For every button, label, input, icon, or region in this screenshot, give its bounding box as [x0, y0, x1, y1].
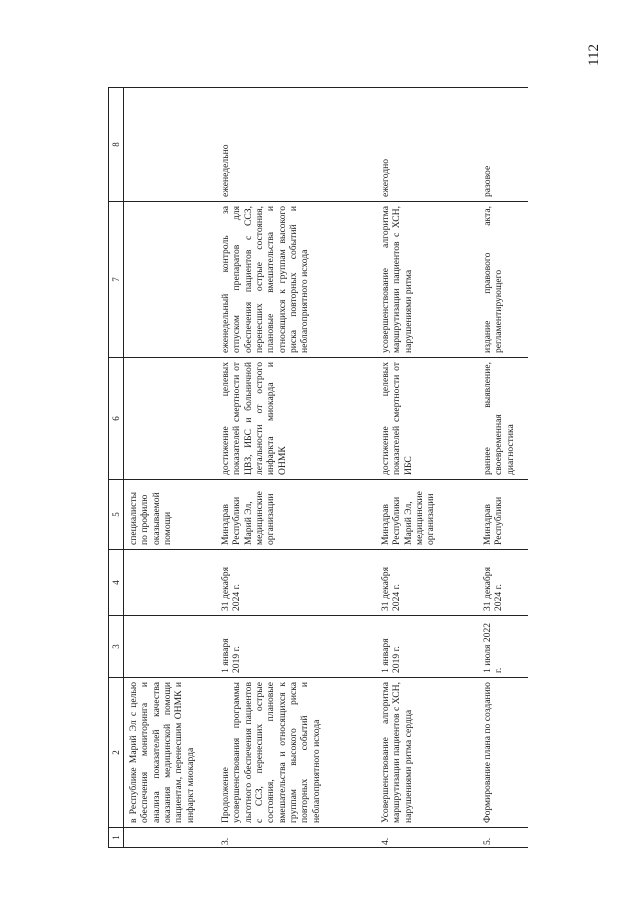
row-number: 4. — [376, 828, 478, 848]
indicator-cell — [124, 202, 217, 358]
end-date-cell: 31 декабря 2024 г. — [478, 550, 528, 616]
end-date-cell — [124, 550, 217, 616]
indicator-cell: усовершенствование алгоритма маршрутизации пациентов с ХСН, нарушениями ритма — [376, 202, 478, 358]
task-cell: в Республике Марий Эл с целью обеспечения мониторинга и анализа показателей качества оказания медицинской помощи пациентам, перенесшим ОНМК и инфаркт миокарда — [124, 678, 217, 828]
indicator-cell: издание правового акта, регламентирующего — [478, 202, 528, 358]
responsible-cell: Минздрав Республики Марий Эл, медицинские организации — [216, 480, 376, 550]
indicator-cell: еженедельный контроль за отпуском препаратов для обеспечения пациентов с ССЗ, перенесших острые состояния, плановые вмешательства и относящихся к группам высокого риска повторных событий и неблагоприятного исхода — [216, 202, 376, 358]
row-number: 5. — [478, 828, 528, 848]
frequency-cell: разовое — [478, 88, 528, 202]
task-cell: Продолжение усовершенствования программы льготного обеспечения пациентов с ССЗ, перенесших острые состояния, плановые вмешательства и относящихся к группам высокого риска повторных событий и неблагоприятного исхода — [216, 678, 376, 828]
start-date-cell: 1 января 2019 г. — [216, 616, 376, 678]
column-header: 6 — [109, 358, 124, 480]
column-header: 5 — [109, 480, 124, 550]
page-number: 112 — [586, 44, 602, 66]
end-date-cell: 31 декабря 2024 г. — [216, 550, 376, 616]
column-header: 3 — [109, 616, 124, 678]
responsible-cell: Минздрав Республики — [478, 480, 528, 550]
result-cell: раннее выявление, своевременная диагностика — [478, 358, 528, 480]
start-date-cell: 1 января 2019 г. — [376, 616, 478, 678]
column-header: 4 — [109, 550, 124, 616]
result-cell — [124, 358, 217, 480]
frequency-cell — [124, 88, 217, 202]
start-date-cell — [124, 616, 217, 678]
column-header: 7 — [109, 202, 124, 358]
column-header: 1 — [109, 828, 124, 848]
frequency-cell: ежегодно — [376, 88, 478, 202]
responsible-cell: Минздрав Республики Марий Эл, медицинские организации — [376, 480, 478, 550]
result-cell: достижение целевых показателей смертности от ЦВЗ, ИБС и больничной летальности от острого инфаркта миокарда и ОНМК — [216, 358, 376, 480]
column-header: 8 — [109, 88, 124, 202]
row-number — [124, 828, 217, 848]
table-row — [216, 88, 376, 848]
table-row — [478, 88, 528, 848]
column-header: 2 — [109, 678, 124, 828]
table-row — [376, 88, 478, 848]
task-cell: Формирование плана по созданию — [478, 678, 528, 828]
start-date-cell: 1 июля 2022 г. — [478, 616, 528, 678]
column-number-row — [109, 88, 124, 848]
responsible-cell: специалисты по профилю оказываемой помощи — [124, 480, 217, 550]
table-row — [124, 88, 217, 848]
task-cell: Усовершенствование алгоритма маршрутизации пациентов с ХСН, нарушениями ритма сердца — [376, 678, 478, 828]
result-cell: достижение целевых показателей смертности от ИБС — [376, 358, 478, 480]
row-number: 3. — [216, 828, 376, 848]
plan-table-sheet — [108, 88, 516, 848]
frequency-cell: еженедельно — [216, 88, 376, 202]
plan-table — [108, 87, 528, 848]
end-date-cell: 31 декабря 2024 г. — [376, 550, 478, 616]
